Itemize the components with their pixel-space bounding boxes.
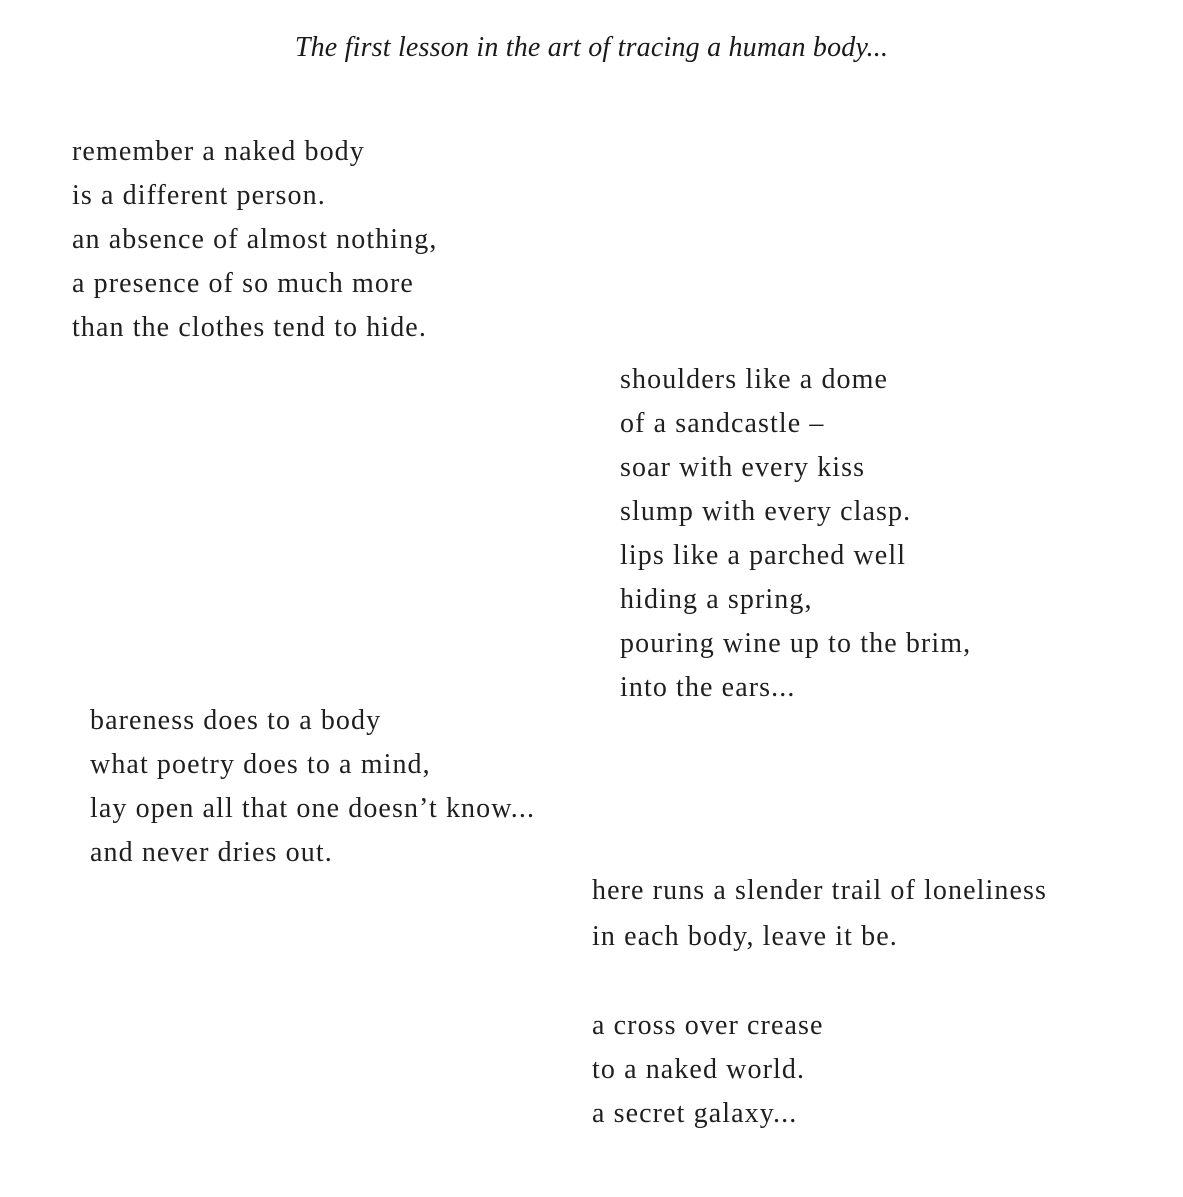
stanza-4 [592,868,1047,960]
stanza-3 [90,699,535,875]
poem-line: of a sandcastle – [620,408,825,439]
stanza-1 [72,130,437,350]
poem-line: to a naked world. [592,1054,806,1085]
poem-line: is a different person. [72,180,326,211]
poem-line: in each body, leave it be. [592,921,898,952]
poem-line: bareness does to a body [90,705,382,736]
stanza-5 [592,1004,824,1136]
poem-line: than the clothes tend to hide. [72,312,427,343]
poem-title: The first lesson in the art of tracing a human body... [294,32,889,63]
poem-line: hiding a spring, [620,584,813,615]
stanza-2 [620,358,971,710]
poem-line: pouring wine up to the brim, [620,628,972,659]
poem-line: lips like a parched well [620,540,907,571]
poem-line: lay open all that one doesn’t know... [90,793,536,824]
poem-line: a secret galaxy... [592,1098,798,1129]
poem-line: soar with every kiss [620,452,866,483]
poem-line: a presence of so much more [72,268,414,299]
poem-line: a cross over crease [592,1010,824,1041]
poem-line: into the ears... [620,672,796,703]
poem-line: here runs a slender trail of loneliness [592,875,1047,906]
poem-line: slump with every clasp. [620,496,912,527]
poem-line: remember a naked body [72,136,365,167]
poem-line: what poetry does to a mind, [90,749,431,780]
poem-line: shoulders like a dome [620,364,889,395]
poem-line: an absence of almost nothing, [72,224,438,255]
poem-line: and never dries out. [90,837,333,868]
